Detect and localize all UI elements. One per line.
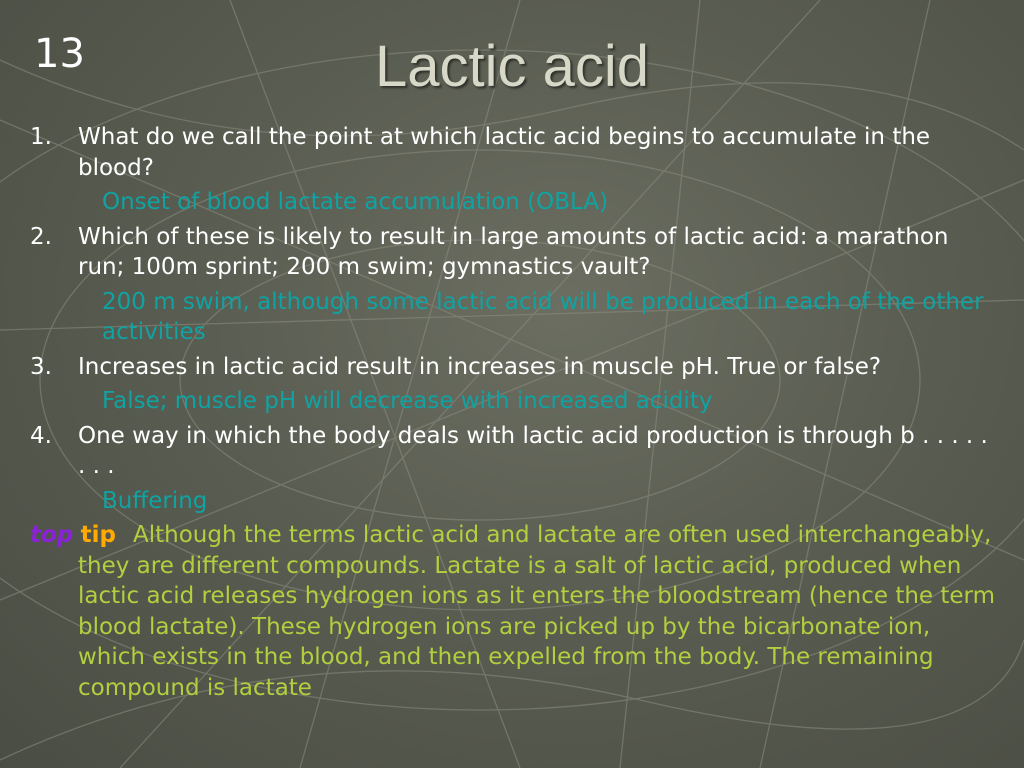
answer-text: Onset of blood lactate accumulation (OBLA) — [102, 189, 609, 215]
question-item — [30, 222, 996, 283]
question-number: 4. — [30, 422, 52, 449]
slide-content — [30, 122, 996, 703]
question-text: Which of these is likely to result in large amounts of lactic acid: a marathon run; 100m sprint; 200 m swim; gymnastics vault? — [78, 223, 949, 280]
top-tip — [30, 520, 996, 703]
question-text: Increases in lactic acid result in increases in muscle pH. True or false? — [78, 353, 882, 380]
question-item — [30, 352, 996, 383]
top-tip-label — [30, 520, 116, 551]
top-tip-label-top: top — [30, 522, 74, 548]
answer-text: 200 m swim, although some lactic acid will be produced in each of the other activities — [102, 288, 984, 345]
question-number: 2. — [30, 223, 52, 250]
slide-number: 13 — [34, 31, 85, 77]
top-tip-text: Although the terms lactic acid and lactate are often used interchangeably, they are different compounds. Lactate is a salt of lactic acid, produced when lactic acid releases hydrogen ions as it enters the bloodstream (hence the term blood lactate). These hydrogen ions are picked up by the bicarbonate ion, which exists in the blood, and then expelled from the body. The remaining compound is lactate — [78, 522, 996, 701]
slide-title: Lactic acid — [374, 34, 650, 99]
question-number: 3. — [30, 353, 52, 380]
question-item — [30, 122, 996, 183]
answer-text: False; muscle pH will decrease with increased acidity — [102, 388, 713, 414]
answer-text: Buffering — [102, 487, 208, 514]
question-number: 1. — [30, 124, 52, 150]
question-text: What do we call the point at which lactic acid begins to accumulate in the blood? — [78, 124, 931, 181]
question-item — [30, 421, 996, 482]
top-tip-label-tip: tip — [80, 522, 116, 548]
question-text: One way in which the body deals with lactic acid production is through b . . . . . . . . — [78, 422, 988, 479]
